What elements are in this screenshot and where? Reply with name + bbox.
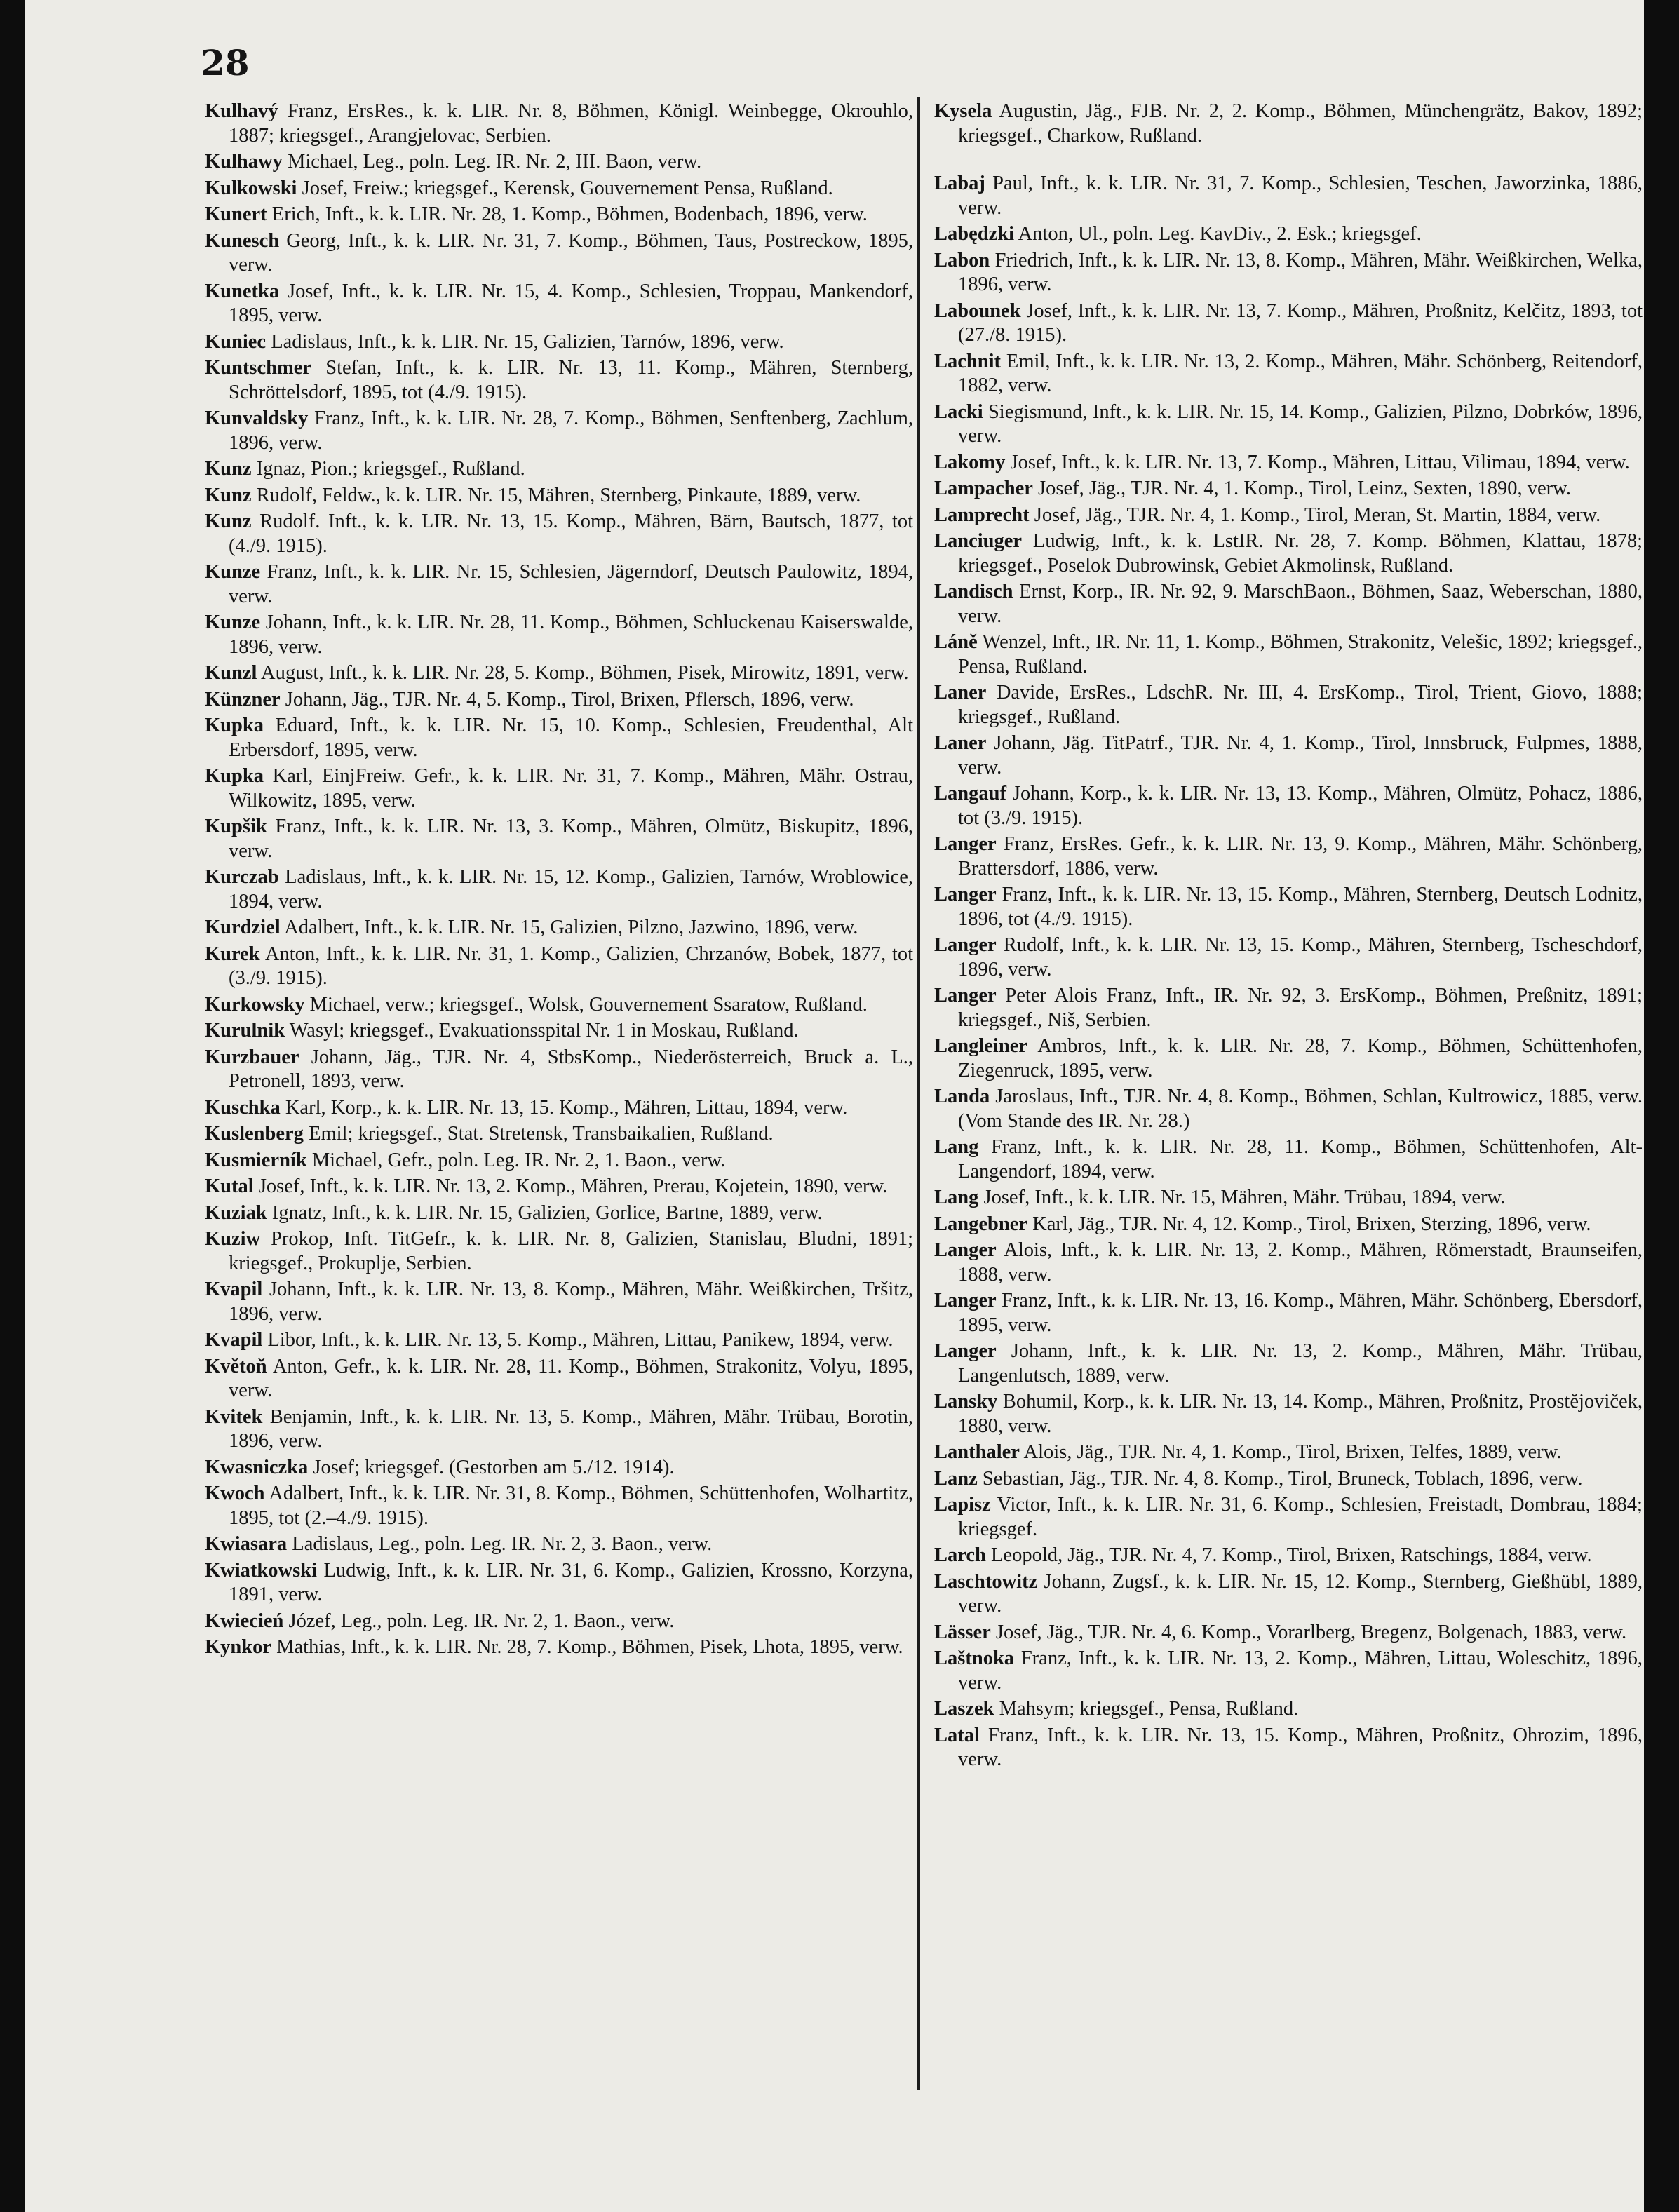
register-entry	[205, 229, 913, 278]
entry-details: Franz, Inft., k. k. LIR. Nr. 13, 15. Komp., Mähren, Sternberg, Deutsch Lodnitz, 1896, tot (4./9. 1915).	[958, 884, 1643, 930]
register-entry	[205, 1405, 913, 1454]
entry-surname: Kwiatkowski	[205, 1559, 317, 1582]
register-entry	[934, 1213, 1643, 1237]
entry-surname: Langer	[934, 884, 997, 905]
entry-details: Karl, Jäg., TJR. Nr. 4, 12. Komp., Tirol, Brixen, Sterzing, 1896, verw.	[1032, 1213, 1591, 1235]
register-entry	[205, 916, 913, 940]
entry-details: Emil, Inft., k. k. LIR. Nr. 13, 2. Komp., Mähren, Mähr. Schönberg, Reitendorf, 1882, verw.	[958, 350, 1643, 396]
entry-surname: Langer	[934, 1290, 997, 1311]
register-entry	[934, 1467, 1643, 1492]
entry-details: Ludwig, Inft., k. k. LstIR. Nr. 28, 7. Komp. Böhmen, Klattau, 1878; kriegsgef., Poselok Dubrowinsk, Gebiet Akmolinsk, Rußland.	[958, 530, 1643, 576]
entry-details: Ladislaus, Leg., poln. Leg. IR. Nr. 2, 3. Baon., verw.	[292, 1533, 713, 1555]
entry-surname: Kvapil	[205, 1279, 263, 1300]
register-entry	[205, 330, 913, 355]
register-entry	[205, 1456, 913, 1481]
register-entry	[205, 714, 913, 762]
register-entry	[205, 1532, 913, 1557]
entry-surname: Künzner	[205, 688, 281, 710]
register-entry	[934, 1724, 1643, 1772]
register-entry	[205, 1559, 913, 1607]
entry-details: Ernst, Korp., IR. Nr. 92, 9. MarschBaon., Böhmen, Saaz, Weberschan, 1880, verw.	[958, 581, 1643, 627]
entry-details: Davide, ErsRes., LdschR. Nr. III, 4. ErsKomp., Tirol, Trient, Giovo, 1888; kriegsgef., Rußland.	[958, 682, 1643, 728]
register-entry	[205, 943, 913, 991]
register-entry	[934, 451, 1643, 476]
entry-details: Josef, Freiw.; kriegsgef., Kerensk, Gouvernement Pensa, Rußland.	[302, 177, 833, 199]
register-entry	[205, 1636, 913, 1660]
entry-surname: Kvitek	[205, 1405, 263, 1428]
register-entry	[205, 1175, 913, 1199]
column-divider	[917, 97, 920, 2090]
entry-surname: Labon	[934, 249, 990, 271]
entry-surname: Lamprecht	[934, 504, 1030, 526]
entry-surname: Kutal	[205, 1175, 254, 1197]
entry-details: Benjamin, Inft., k. k. LIR. Nr. 13, 5. Komp., Mähren, Mähr. Trübau, Borotin, 1896, verw.	[229, 1405, 914, 1452]
entry-surname: Kynkor	[205, 1636, 272, 1658]
entry-details: Anton, Ul., poln. Leg. KavDiv., 2. Esk.; kriegsgef.	[1018, 223, 1422, 245]
register-entry	[934, 1441, 1643, 1465]
register-entry	[934, 1186, 1643, 1210]
entry-surname: Kunesch	[205, 229, 280, 252]
entry-surname: Kurdziel	[205, 917, 281, 938]
entry-details: Johann, Jäg., TJR. Nr. 4, 5. Komp., Tirol, Brixen, Pflersch, 1896, verw.	[285, 688, 854, 710]
entry-details: Ambros, Inft., k. k. LIR. Nr. 28, 7. Komp., Böhmen, Schüttenhofen, Ziegenruck, 1895, verw.	[958, 1035, 1643, 1081]
register-entry	[205, 764, 913, 813]
entry-details: Johann, Jäg., TJR. Nr. 4, StbsKomp., Niederösterreich, Bruck a. L., Petronell, 1893, verw.	[229, 1046, 913, 1092]
register-entry	[205, 203, 913, 227]
entry-details: Ladislaus, Inft., k. k. LIR. Nr. 15, Galizien, Tarnów, 1896, verw.	[271, 330, 784, 353]
entry-surname: Kurulnik	[205, 1020, 285, 1041]
register-entry	[934, 222, 1643, 247]
entry-details: Franz, Inft., k. k. LIR. Nr. 28, 7. Komp., Böhmen, Senftenberg, Zachlum, 1896, verw.	[229, 407, 913, 454]
register-entry	[934, 100, 1643, 148]
entry-surname: Kuziak	[205, 1201, 267, 1224]
register-entry	[205, 1355, 913, 1403]
entry-surname: Langer	[934, 833, 997, 855]
register-entry	[205, 100, 913, 148]
register-entry	[205, 560, 913, 609]
entry-details: Josef, Inft., k. k. LIR. Nr. 13, 7. Komp., Mähren, Proßnitz, Kelčitz, 1893, tot (27./8. 1915).	[958, 299, 1643, 346]
entry-details: Victor, Inft., k. k. LIR. Nr. 31, 6. Komp., Schlesien, Freistadt, Dombrau, 1884; kriegsgef.	[958, 1494, 1643, 1540]
entry-surname: Laschtowitz	[934, 1570, 1038, 1593]
entry-surname: Kupšik	[205, 816, 267, 837]
register-entry	[205, 1278, 913, 1326]
entry-details: Augustin, Jäg., FJB. Nr. 2, 2. Komp., Böhmen, Münchengrätz, Bakov, 1892; kriegsgef., Charkow, Rußland.	[958, 100, 1643, 147]
entry-details: Erich, Inft., k. k. LIR. Nr. 28, 1. Komp., Böhmen, Bodenbach, 1896, verw.	[271, 203, 868, 225]
entry-details: Johann, Inft., k. k. LIR. Nr. 28, 11. Komp., Böhmen, Schluckenau Kaiserswalde, 1896, verw.	[229, 612, 913, 658]
entry-details: Georg, Inft., k. k. LIR. Nr. 31, 7. Komp., Böhmen, Taus, Postreckow, 1895, verw.	[229, 229, 914, 276]
entry-details: Johann, Inft., k. k. LIR. Nr. 13, 2. Komp., Mähren, Mähr. Trübau, Langenlutsch, 1889, verw.	[958, 1340, 1643, 1387]
entry-details: Franz, Inft., k. k. LIR. Nr. 13, 15. Komp., Mähren, Proßnitz, Ohrozim, 1896, verw.	[958, 1724, 1643, 1770]
register-entry	[934, 1289, 1643, 1337]
register-entry	[205, 865, 913, 914]
register-entry	[934, 630, 1643, 679]
register-entry	[205, 356, 913, 405]
register-entry	[934, 1570, 1643, 1619]
entry-surname: Labounek	[934, 299, 1021, 322]
entry-surname: Kurkowsky	[205, 993, 305, 1016]
entry-surname: Kunz	[205, 484, 252, 506]
entry-details: Karl, Korp., k. k. LIR. Nr. 13, 15. Komp., Mähren, Littau, 1894, verw.	[285, 1096, 848, 1119]
right-column	[934, 100, 1643, 1774]
entry-details: Friedrich, Inft., k. k. LIR. Nr. 13, 8. Komp., Mähren, Mähr. Weißkirchen, Welka, 1896, verw.	[958, 249, 1643, 295]
entry-details: Bohumil, Korp., k. k. LIR. Nr. 13, 14. Komp., Mähren, Proßnitz, Prostějoviček, 1880, verw.	[958, 1391, 1643, 1437]
register-entry	[934, 172, 1643, 220]
entry-surname: Kurzbauer	[205, 1046, 299, 1068]
entry-surname: Kwiasara	[205, 1533, 288, 1555]
entry-surname: Kwoch	[205, 1483, 265, 1504]
entry-details: Michael, Leg., poln. Leg. IR. Nr. 2, III. Baon, verw.	[288, 151, 702, 173]
entry-details: Anton, Gefr., k. k. LIR. Nr. 28, 11. Komp., Böhmen, Strakonitz, Volyu, 1895, verw.	[229, 1355, 913, 1401]
entry-surname: Kurczab	[205, 866, 279, 888]
register-entry	[205, 688, 913, 713]
entry-surname: Labędzki	[934, 223, 1015, 245]
entry-surname: Květoň	[205, 1355, 267, 1377]
entry-surname: Lapisz	[934, 1494, 991, 1516]
entry-details: Karl, EinjFreiw. Gefr., k. k. LIR. Nr. 31, 7. Komp., Mähren, Mähr. Ostrau, Wilkowitz, 1895, verw.	[229, 765, 913, 811]
entry-details: Rudolf, Inft., k. k. LIR. Nr. 13, 15. Komp., Mähren, Sternberg, Tscheschdorf, 1896, verw.	[958, 934, 1643, 980]
entry-details: Peter Alois Franz, Inft., IR. Nr. 92, 3. ErsKomp., Böhmen, Preßnitz, 1891; kriegsgef., Niš, Serbien.	[958, 985, 1643, 1031]
entry-surname: Lang	[934, 1187, 979, 1208]
entry-details: Josef, Inft., k. k. LIR. Nr. 15, Mähren, Mähr. Trübau, 1894, verw.	[983, 1187, 1506, 1208]
register-entry	[205, 1046, 913, 1094]
register-entry	[934, 1034, 1643, 1083]
entry-details: Johann, Zugsf., k. k. LIR. Nr. 15, 12. Komp., Sternberg, Gießhübl, 1889, verw.	[958, 1570, 1643, 1617]
register-entry	[934, 1544, 1643, 1568]
entry-details: Josef; kriegsgef. (Gestorben am 5./12. 1914).	[313, 1456, 675, 1478]
entry-details: Franz, Inft., k. k. LIR. Nr. 13, 16. Komp., Mähren, Mähr. Schönberg, Ebersdorf, 1895, verw.	[958, 1290, 1643, 1336]
entry-details: Jaroslaus, Inft., TJR. Nr. 4, 8. Komp., Böhmen, Schlan, Kultrowicz, 1885, verw. (Vom Stande des IR. Nr. 28.)	[958, 1086, 1643, 1132]
entry-surname: Kunze	[205, 561, 261, 583]
entry-surname: Lanthaler	[934, 1441, 1020, 1463]
entry-details: Michael, Gefr., poln. Leg. IR. Nr. 2, 1. Baon., verw.	[311, 1149, 726, 1171]
entry-surname: Kunz	[205, 458, 252, 480]
register-entry	[934, 400, 1643, 449]
entry-surname: Kulkowski	[205, 177, 297, 199]
entry-details: Rudolf, Feldw., k. k. LIR. Nr. 15, Mähren, Sternberg, Pinkaute, 1889, verw.	[256, 484, 861, 506]
register-entry	[934, 1647, 1643, 1695]
entry-surname: Laner	[934, 732, 987, 754]
entry-details: Anton, Inft., k. k. LIR. Nr. 31, 1. Komp., Galizien, Chrzanów, Bobek, 1877, tot (3./9. 1915).	[229, 943, 913, 989]
entry-details: Josef, Inft., k. k. LIR. Nr. 13, 7. Komp., Mähren, Littau, Vilimau, 1894, verw.	[1010, 451, 1630, 473]
entry-surname: Kuziw	[205, 1228, 261, 1250]
entry-details: Franz, Inft., k. k. LIR. Nr. 13, 2. Komp., Mähren, Littau, Woleschitz, 1896, verw.	[958, 1647, 1643, 1694]
entry-surname: Kuslenberg	[205, 1123, 304, 1145]
entry-details: Franz, ErsRes., k. k. LIR. Nr. 8, Böhmen, Königl. Weinbegge, Okrouhlo, 1887; kriegsgef., Arangjelovac, Serbien.	[229, 100, 913, 147]
entry-details: Johann, Jäg. TitPatrf., TJR. Nr. 4, 1. Komp., Tirol, Innsbruck, Fulpmes, 1888, verw.	[958, 732, 1643, 778]
register-entry	[934, 1135, 1643, 1184]
entry-surname: Laszek	[934, 1698, 994, 1720]
entry-surname: Láně	[934, 631, 978, 653]
entry-details: Mathias, Inft., k. k. LIR. Nr. 28, 7. Komp., Böhmen, Pisek, Lhota, 1895, verw.	[276, 1636, 903, 1658]
document-page	[25, 0, 1644, 2212]
entry-details: Josef, Jäg., TJR. Nr. 4, 1. Komp., Tirol, Leinz, Sexten, 1890, verw.	[1038, 478, 1571, 499]
entry-surname: Lanciuger	[934, 530, 1023, 552]
entry-surname: Kuntschmer	[205, 357, 311, 379]
entry-details: Josef, Inft., k. k. LIR. Nr. 15, 4. Komp., Schlesien, Troppau, Mankendorf, 1895, verw.	[229, 280, 914, 326]
entry-surname: Kusmierník	[205, 1149, 307, 1171]
register-entry	[205, 407, 913, 455]
entry-details: Ignaz, Pion.; kriegsgef., Rußland.	[256, 458, 525, 480]
register-entry	[205, 815, 913, 863]
register-entry	[934, 1493, 1643, 1542]
register-entry	[934, 984, 1643, 1032]
entry-details: Josef, Inft., k. k. LIR. Nr. 13, 2. Komp., Mähren, Prerau, Kojetein, 1890, verw.	[258, 1175, 888, 1197]
register-entry	[934, 504, 1643, 528]
register-entry	[205, 177, 913, 201]
entry-details: Siegismund, Inft., k. k. LIR. Nr. 15, 14. Komp., Galizien, Pilzno, Dobrków, 1896, verw.	[958, 400, 1643, 447]
entry-details: Emil; kriegsgef., Stat. Stretensk, Transbaikalien, Rußland.	[309, 1123, 774, 1145]
entry-surname: Kuschka	[205, 1096, 281, 1119]
entry-details: Franz, Inft., k. k. LIR. Nr. 15, Schlesien, Jägerndorf, Deutsch Paulowitz, 1894, verw.	[229, 561, 914, 607]
entry-details: Franz, ErsRes. Gefr., k. k. LIR. Nr. 13, 9. Komp., Mähren, Mähr. Schönberg, Brattersdorf, 1886, verw.	[958, 833, 1643, 879]
entry-details: Adalbert, Inft., k. k. LIR. Nr. 31, 8. Komp., Böhmen, Schüttenhofen, Wolhartitz, 1895, tot (2.–4./9. 1915).	[229, 1483, 913, 1529]
register-entry	[934, 883, 1643, 931]
entry-surname: Langer	[934, 1340, 997, 1362]
entry-details: Leopold, Jäg., TJR. Nr. 4, 7. Komp., Tirol, Brixen, Ratschings, 1884, verw.	[991, 1544, 1592, 1566]
entry-details: Wasyl; kriegsgef., Evakuationsspital Nr. 1 in Moskau, Rußland.	[289, 1020, 799, 1041]
entry-details: Johann, Inft., k. k. LIR. Nr. 13, 8. Komp., Mähren, Mähr. Weißkirchen, Tršitz, 1896, verw.	[229, 1279, 913, 1325]
entry-surname: Kunetka	[205, 280, 280, 302]
entry-surname: Kysela	[934, 100, 992, 122]
entry-surname: Langebner	[934, 1213, 1028, 1235]
entry-details: Wenzel, Inft., IR. Nr. 11, 1. Komp., Böhmen, Strakonitz, Velešic, 1892; kriegsgef., Pensa, Rußland.	[958, 631, 1643, 677]
entry-surname: Lansky	[934, 1391, 998, 1412]
entry-surname: Labaj	[934, 173, 985, 194]
entry-details: Rudolf. Inft., k. k. LIR. Nr. 13, 15. Komp., Mähren, Bärn, Bautsch, 1877, tot (4./9. 1915).	[229, 511, 914, 557]
register-entry	[934, 299, 1643, 348]
register-entry	[934, 477, 1643, 501]
entry-surname: Lampacher	[934, 478, 1033, 499]
entry-details: Paul, Inft., k. k. LIR. Nr. 31, 7. Komp., Schlesien, Teschen, Jaworzinka, 1886, verw.	[958, 173, 1643, 219]
entry-details: August, Inft., k. k. LIR. Nr. 28, 5. Komp., Böhmen, Pisek, Mirowitz, 1891, verw.	[261, 662, 909, 684]
register-entry	[934, 1239, 1643, 1287]
register-entry	[934, 249, 1643, 297]
left-column	[205, 100, 913, 1662]
register-entry	[934, 933, 1643, 982]
register-entry	[934, 681, 1643, 729]
entry-surname: Lachnit	[934, 350, 1002, 372]
register-entry	[934, 832, 1643, 881]
register-entry	[934, 530, 1643, 578]
entry-surname: Langleiner	[934, 1035, 1027, 1057]
entry-surname: Kunert	[205, 203, 267, 225]
entry-surname: Kunz	[205, 511, 252, 532]
entry-surname: Lang	[934, 1136, 979, 1158]
entry-details: Ludwig, Inft., k. k. LIR. Nr. 31, 6. Komp., Galizien, Krossno, Korzyna, 1891, verw.	[229, 1559, 913, 1605]
entry-surname: Laštnoka	[934, 1647, 1015, 1669]
entry-surname: Kvapil	[205, 1329, 263, 1351]
entry-details: Franz, Inft., k. k. LIR. Nr. 28, 11. Komp., Böhmen, Schüttenhofen, Alt-Langendorf, 1894, verw.	[958, 1136, 1643, 1182]
entry-surname: Kurek	[205, 943, 260, 965]
entry-details: Michael, verw.; kriegsgef., Wolsk, Gouvernement Ssaratow, Rußland.	[309, 993, 868, 1016]
entry-surname: Kupka	[205, 765, 264, 787]
entry-surname: Langer	[934, 1239, 997, 1261]
register-entry	[205, 1328, 913, 1353]
entry-surname: Kulhavý	[205, 100, 278, 122]
register-entry	[934, 782, 1643, 830]
register-entry	[205, 484, 913, 508]
register-entry	[934, 731, 1643, 780]
register-entry	[934, 1085, 1643, 1133]
entry-details: Mahsym; kriegsgef., Pensa, Rußland.	[999, 1698, 1299, 1720]
register-entry	[205, 661, 913, 686]
entry-details: Franz, Inft., k. k. LIR. Nr. 13, 3. Komp., Mähren, Olmütz, Biskupitz, 1896, verw.	[229, 816, 913, 862]
entry-details: Eduard, Inft., k. k. LIR. Nr. 15, 10. Komp., Schlesien, Freudenthal, Alt Erbersdorf, 1895, verw.	[229, 715, 914, 761]
entry-surname: Kupka	[205, 715, 264, 736]
entry-surname: Langer	[934, 934, 997, 956]
entry-surname: Langauf	[934, 783, 1006, 804]
entry-surname: Lakomy	[934, 451, 1006, 473]
entry-surname: Landisch	[934, 581, 1013, 602]
register-entry	[205, 280, 913, 328]
entry-surname: Kunze	[205, 612, 261, 633]
register-entry	[205, 611, 913, 659]
entry-surname: Kulhawy	[205, 151, 283, 173]
entry-surname: Kunzl	[205, 662, 257, 684]
register-entry	[205, 1149, 913, 1173]
register-entry	[205, 1096, 913, 1121]
register-entry	[934, 1390, 1643, 1438]
entry-details: Józef, Leg., poln. Leg. IR. Nr. 2, 1. Baon., verw.	[288, 1610, 675, 1632]
entry-details: Libor, Inft., k. k. LIR. Nr. 13, 5. Komp., Mähren, Littau, Panikew, 1894, verw.	[267, 1329, 894, 1351]
page-number: 28	[201, 42, 250, 83]
entry-details: Alois, Jäg., TJR. Nr. 4, 1. Komp., Tirol, Brixen, Telfes, 1889, verw.	[1023, 1441, 1562, 1463]
entry-surname: Latal	[934, 1724, 980, 1746]
register-entry	[934, 1340, 1643, 1388]
entry-surname: Lässer	[934, 1621, 991, 1643]
entry-surname: Kwiecień	[205, 1610, 284, 1632]
entry-surname: Larch	[934, 1544, 986, 1566]
entry-surname: Kuniec	[205, 330, 267, 353]
entry-surname: Lacki	[934, 400, 983, 423]
entry-details: Adalbert, Inft., k. k. LIR. Nr. 15, Galizien, Pilzno, Jazwino, 1896, verw.	[284, 917, 858, 938]
register-entry	[205, 150, 913, 175]
register-entry	[205, 1019, 913, 1044]
entry-surname: Kwasniczka	[205, 1456, 309, 1478]
register-entry	[934, 1697, 1643, 1722]
entry-details: Josef, Jäg., TJR. Nr. 4, 6. Komp., Vorarlberg, Bregenz, Bolgenach, 1883, verw.	[995, 1621, 1627, 1643]
register-entry	[205, 510, 913, 558]
entry-surname: Lanz	[934, 1467, 978, 1490]
entry-details: Alois, Inft., k. k. LIR. Nr. 13, 2. Komp., Mähren, Römerstadt, Braunseifen, 1888, verw.	[958, 1239, 1643, 1286]
register-entry	[205, 457, 913, 482]
register-entry	[205, 1610, 913, 1634]
entry-surname: Landa	[934, 1086, 990, 1107]
register-entry	[934, 580, 1643, 628]
register-entry	[205, 1122, 913, 1147]
entry-details: Prokop, Inft. TitGefr., k. k. LIR. Nr. 8, Galizien, Stanislau, Bludni, 1891; kriegsgef., Prokuplje, Serbien.	[229, 1228, 913, 1274]
register-entry	[205, 1201, 913, 1226]
entry-details: Josef, Jäg., TJR. Nr. 4, 1. Komp., Tirol, Meran, St. Martin, 1884, verw.	[1034, 504, 1601, 526]
register-entry	[934, 1621, 1643, 1645]
entry-details: Sebastian, Jäg., TJR. Nr. 4, 8. Komp., Tirol, Bruneck, Toblach, 1896, verw.	[982, 1467, 1583, 1490]
register-entry	[205, 993, 913, 1018]
register-entry	[205, 1227, 913, 1276]
entry-surname: Kunvaldsky	[205, 407, 309, 429]
entry-details: Johann, Korp., k. k. LIR. Nr. 13, 13. Komp., Mähren, Olmütz, Pohacz, 1886, tot (3./9. 1915).	[958, 783, 1643, 829]
entry-details: Ladislaus, Inft., k. k. LIR. Nr. 15, 12. Komp., Galizien, Tarnów, Wroblowice, 1894, verw.	[229, 866, 913, 912]
register-entry	[934, 350, 1643, 398]
entry-details: Stefan, Inft., k. k. LIR. Nr. 13, 11. Komp., Mähren, Sternberg, Schröttelsdorf, 1895, tot (4./9. 1915).	[229, 357, 913, 403]
entry-surname: Langer	[934, 985, 997, 1006]
entry-details: Ignatz, Inft., k. k. LIR. Nr. 15, Galizien, Gorlice, Bartne, 1889, verw.	[271, 1201, 823, 1224]
entry-surname: Laner	[934, 682, 987, 703]
register-entry	[205, 1482, 913, 1530]
